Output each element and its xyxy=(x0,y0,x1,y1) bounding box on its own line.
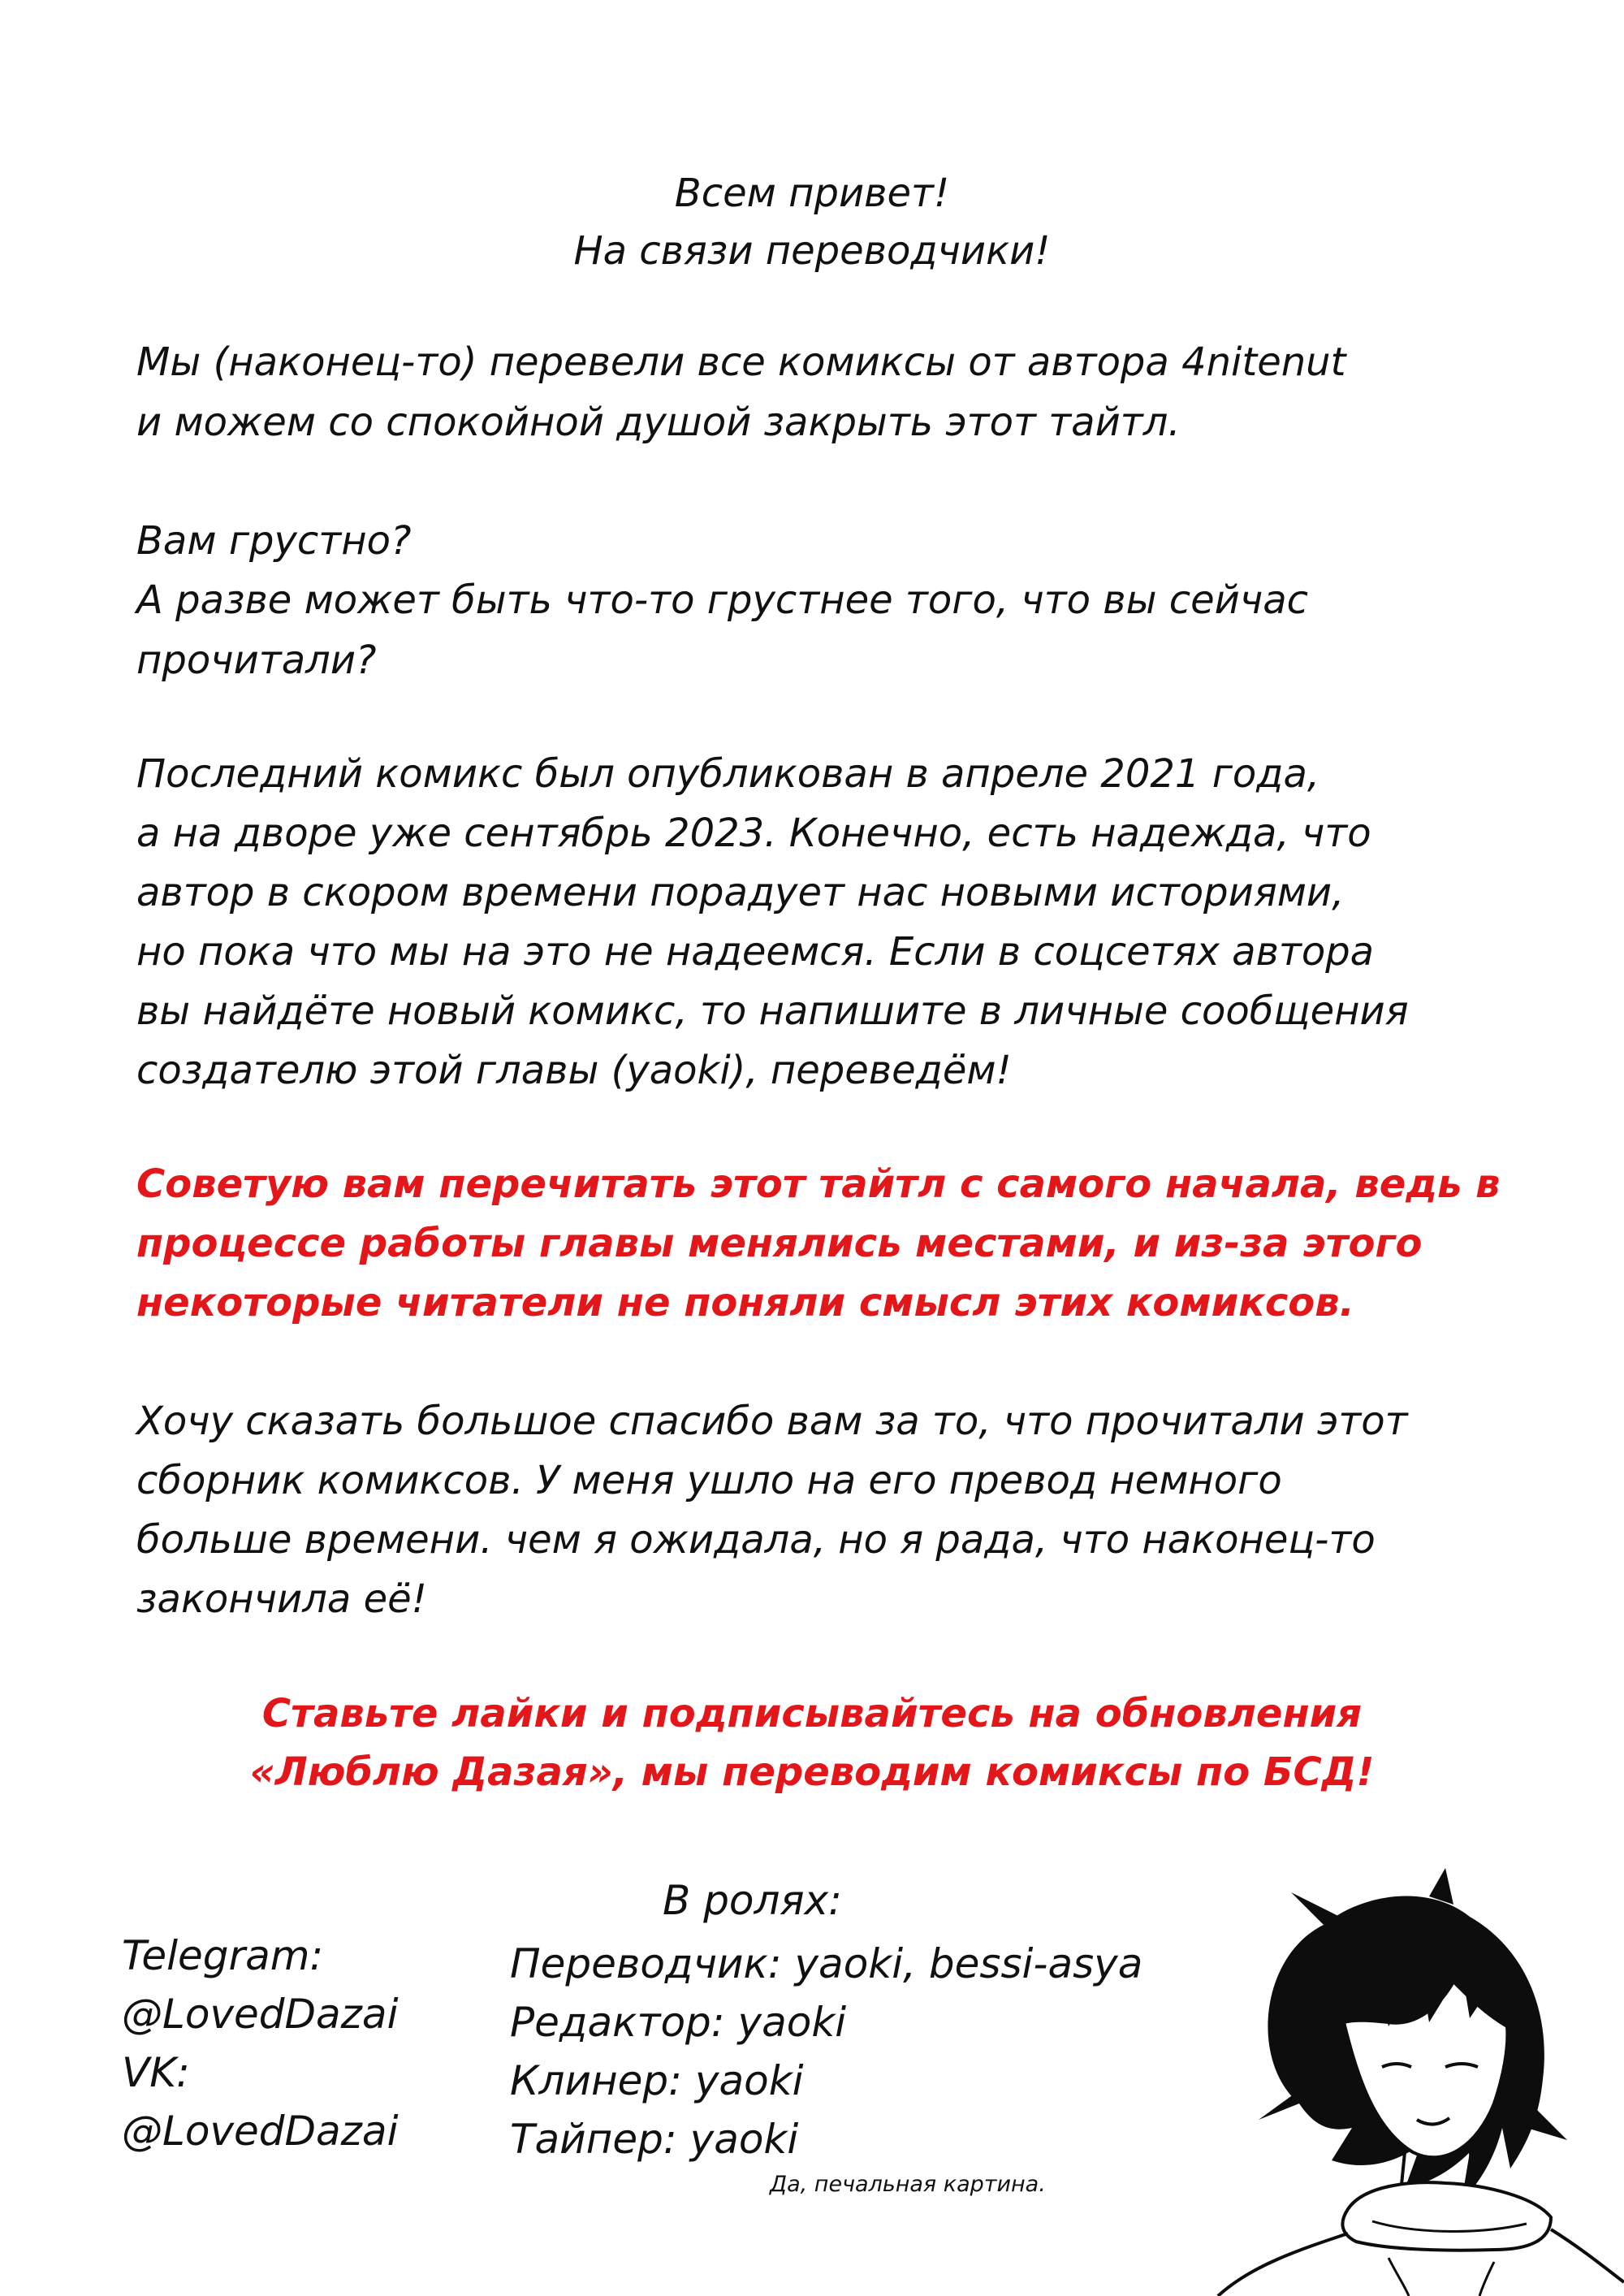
sad-line: Вам грустно? xyxy=(136,518,412,564)
last-comic-line: автор в скором времени порадует нас новыми историями, xyxy=(136,870,1345,915)
role-item: Тайпер: yaoki xyxy=(510,2116,799,2163)
thanks-line: закончила её! xyxy=(136,1576,427,1622)
role-item: Переводчик: yaoki, bessi-asya xyxy=(510,1940,1143,1987)
intro-line: Мы (наконец-то) перевели все комиксы от автора 4nitenut xyxy=(136,339,1346,385)
greeting-line-1: Всем привет! xyxy=(674,171,950,216)
illustration-caption: Да, печальная картина. xyxy=(770,2172,1046,2197)
sad-line: А разве может быть что-то грустнее того, что вы сейчас xyxy=(136,577,1308,623)
last-comic-line: создателю этой главы (yaoki), переведём! xyxy=(136,1048,1012,1093)
thanks-line: больше времени. чем я ожидала, но я рада, что наконец-то xyxy=(136,1517,1376,1563)
advice-line: Советую вам перечитать этот тайтл с самого начала, ведь в xyxy=(136,1161,1501,1207)
thanks-line: Хочу сказать большое спасибо вам за то, что прочитали этот xyxy=(136,1399,1408,1444)
character-illustration xyxy=(1202,1860,1624,2296)
advice-line: некоторые читатели не поняли смысл этих комиксов. xyxy=(136,1280,1354,1325)
role-item: Редактор: yaoki xyxy=(510,1999,847,2046)
contact-handle-telegram: @LovedDazai xyxy=(122,1991,399,2038)
role-item: Клинер: yaoki xyxy=(510,2057,804,2104)
roles-heading: В ролях: xyxy=(663,1877,842,1924)
contact-label-telegram: Telegram: xyxy=(122,1932,324,1979)
subscribe-line: «Люблю Дазая», мы переводим комиксы по БСД! xyxy=(249,1749,1375,1795)
intro-line: и можем со спокойной душой закрыть этот тайтл. xyxy=(136,400,1181,445)
contact-handle-vk: @LovedDazai xyxy=(122,2108,399,2155)
last-comic-line: а на дворе уже сентябрь 2023. Конечно, есть надежда, что xyxy=(136,811,1371,856)
last-comic-line: но пока что мы на это не надеемся. Если в соцсетях автора xyxy=(136,929,1375,975)
last-comic-line: Последний комикс был опубликован в апреле 2021 года, xyxy=(136,751,1320,797)
greeting-line-2: На связи переводчики! xyxy=(573,228,1051,274)
last-comic-line: вы найдёте новый комикс, то напишите в личные сообщения xyxy=(136,988,1409,1034)
subscribe-line: Ставьте лайки и подписывайтесь на обновления xyxy=(261,1691,1363,1736)
sad-line: прочитали? xyxy=(136,638,377,683)
thanks-line: сборник комиксов. У меня ушло на его превод немного xyxy=(136,1458,1282,1503)
contact-label-vk: VK: xyxy=(122,2049,190,2096)
advice-line: процессе работы главы менялись местами, и из-за этого xyxy=(136,1221,1423,1266)
